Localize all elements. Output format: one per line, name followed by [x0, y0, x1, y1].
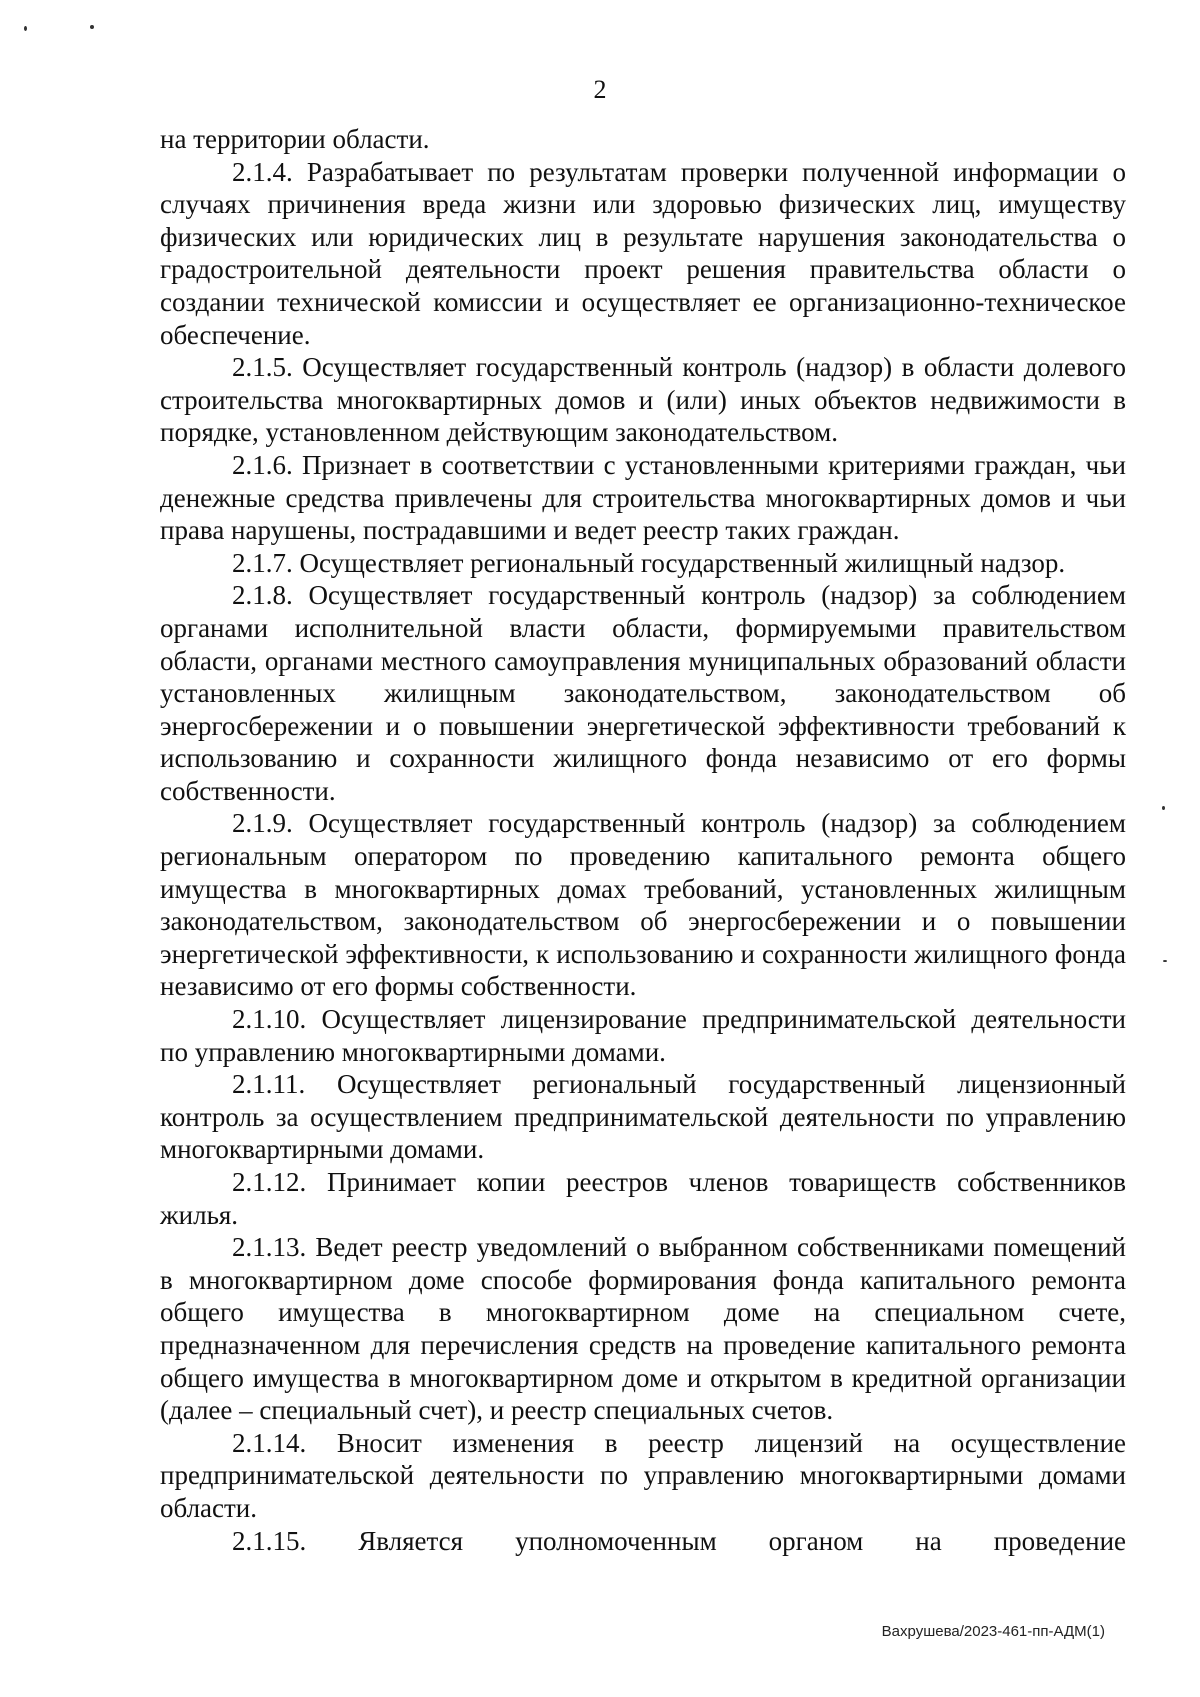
paragraph-2-1-10: 2.1.10. Осуществляет лицензирование предпринимательской деятельности по управлению многоквартирными домами. — [160, 1004, 1126, 1067]
scan-speck — [90, 25, 94, 29]
paragraph-2-1-5: 2.1.5. Осуществляет государственный контроль (надзор) в области долевого строительства многоквартирных домов и (или) иных объектов недвижимости в порядке, установленном действующим законодательством. — [160, 352, 1126, 448]
document-body — [160, 123, 1126, 1557]
paragraph-2-1-15: 2.1.15. Является уполномоченным органом на проведение — [232, 1525, 1126, 1556]
paragraph-continuation: на территории области. — [160, 124, 430, 154]
scan-speck — [1162, 806, 1165, 810]
paragraph-2-1-4: 2.1.4. Разрабатывает по результатам проверки полученной информации о случаях причинения вреда жизни или здоровью физических лиц, имуществу физических или юридических лиц в результате нарушения законодательства о градостроительной деятельности проект решения правительства области о создании технической комиссии и осуществляет ее организационно-техническое обеспечение. — [160, 156, 1126, 350]
paragraph-2-1-12: 2.1.12. Принимает копии реестров членов товариществ собственников жилья. — [160, 1167, 1126, 1230]
document-code: Вахрушева/2023-461-пп-АДМ(1) — [881, 1623, 1105, 1640]
paragraph-2-1-7: 2.1.7. Осуществляет региональный государственный жилищный надзор. — [232, 547, 1066, 578]
scan-speck — [1163, 960, 1167, 962]
paragraph-2-1-9: 2.1.9. Осуществляет государственный контроль (надзор) за соблюдением региональным оператором по проведению капитального ремонта общего имущества в многоквартирных домах требований, установленных жилищным законодательством, законодательством об энергосбережении и о повышении энергетической эффективности, к использованию и сохранности жилищного фонда независимо от его формы собственности. — [160, 808, 1126, 1002]
paragraph-2-1-11: 2.1.11. Осуществляет региональный государственный лицензионный контроль за осуществлением предпринимательской деятельности по управлению многоквартирными домами. — [160, 1069, 1126, 1165]
paragraph-2-1-14: 2.1.14. Вносит изменения в реестр лицензий на осуществление предпринимательской деятельности по управлению многоквартирными домами области. — [160, 1427, 1126, 1523]
paragraph-2-1-8: 2.1.8. Осуществляет государственный контроль (надзор) за соблюдением органами исполнительной власти области, формируемыми правительством области, органами местного самоуправления муниципальных образований области установленных жилищным законодательством, законодательством об энергосбережении и о повышении энергетической эффективности требований к использованию и сохранности жилищного фонда независимо от его формы собственности. — [160, 580, 1126, 806]
paragraph-2-1-6: 2.1.6. Признает в соответствии с установленными критериями граждан, чьи денежные средства привлечены для строительства многоквартирных домов и чьи права нарушены, пострадавшими и ведет реестр таких граждан. — [160, 449, 1126, 546]
page-number: 2 — [593, 75, 607, 104]
scan-speck — [24, 26, 27, 31]
paragraph-2-1-13: 2.1.13. Ведет реестр уведомлений о выбранном собственниками помещений в многоквартирном доме способе формирования фонда капитального ремонта общего имущества в многоквартирном доме на специальном счете, предназначенном для перечисления средств на проведение капитального ремонта общего имущества в многоквартирном доме и открытом в кредитной организации (далее – специальный счет), и реестр специальных счетов. — [160, 1232, 1126, 1426]
